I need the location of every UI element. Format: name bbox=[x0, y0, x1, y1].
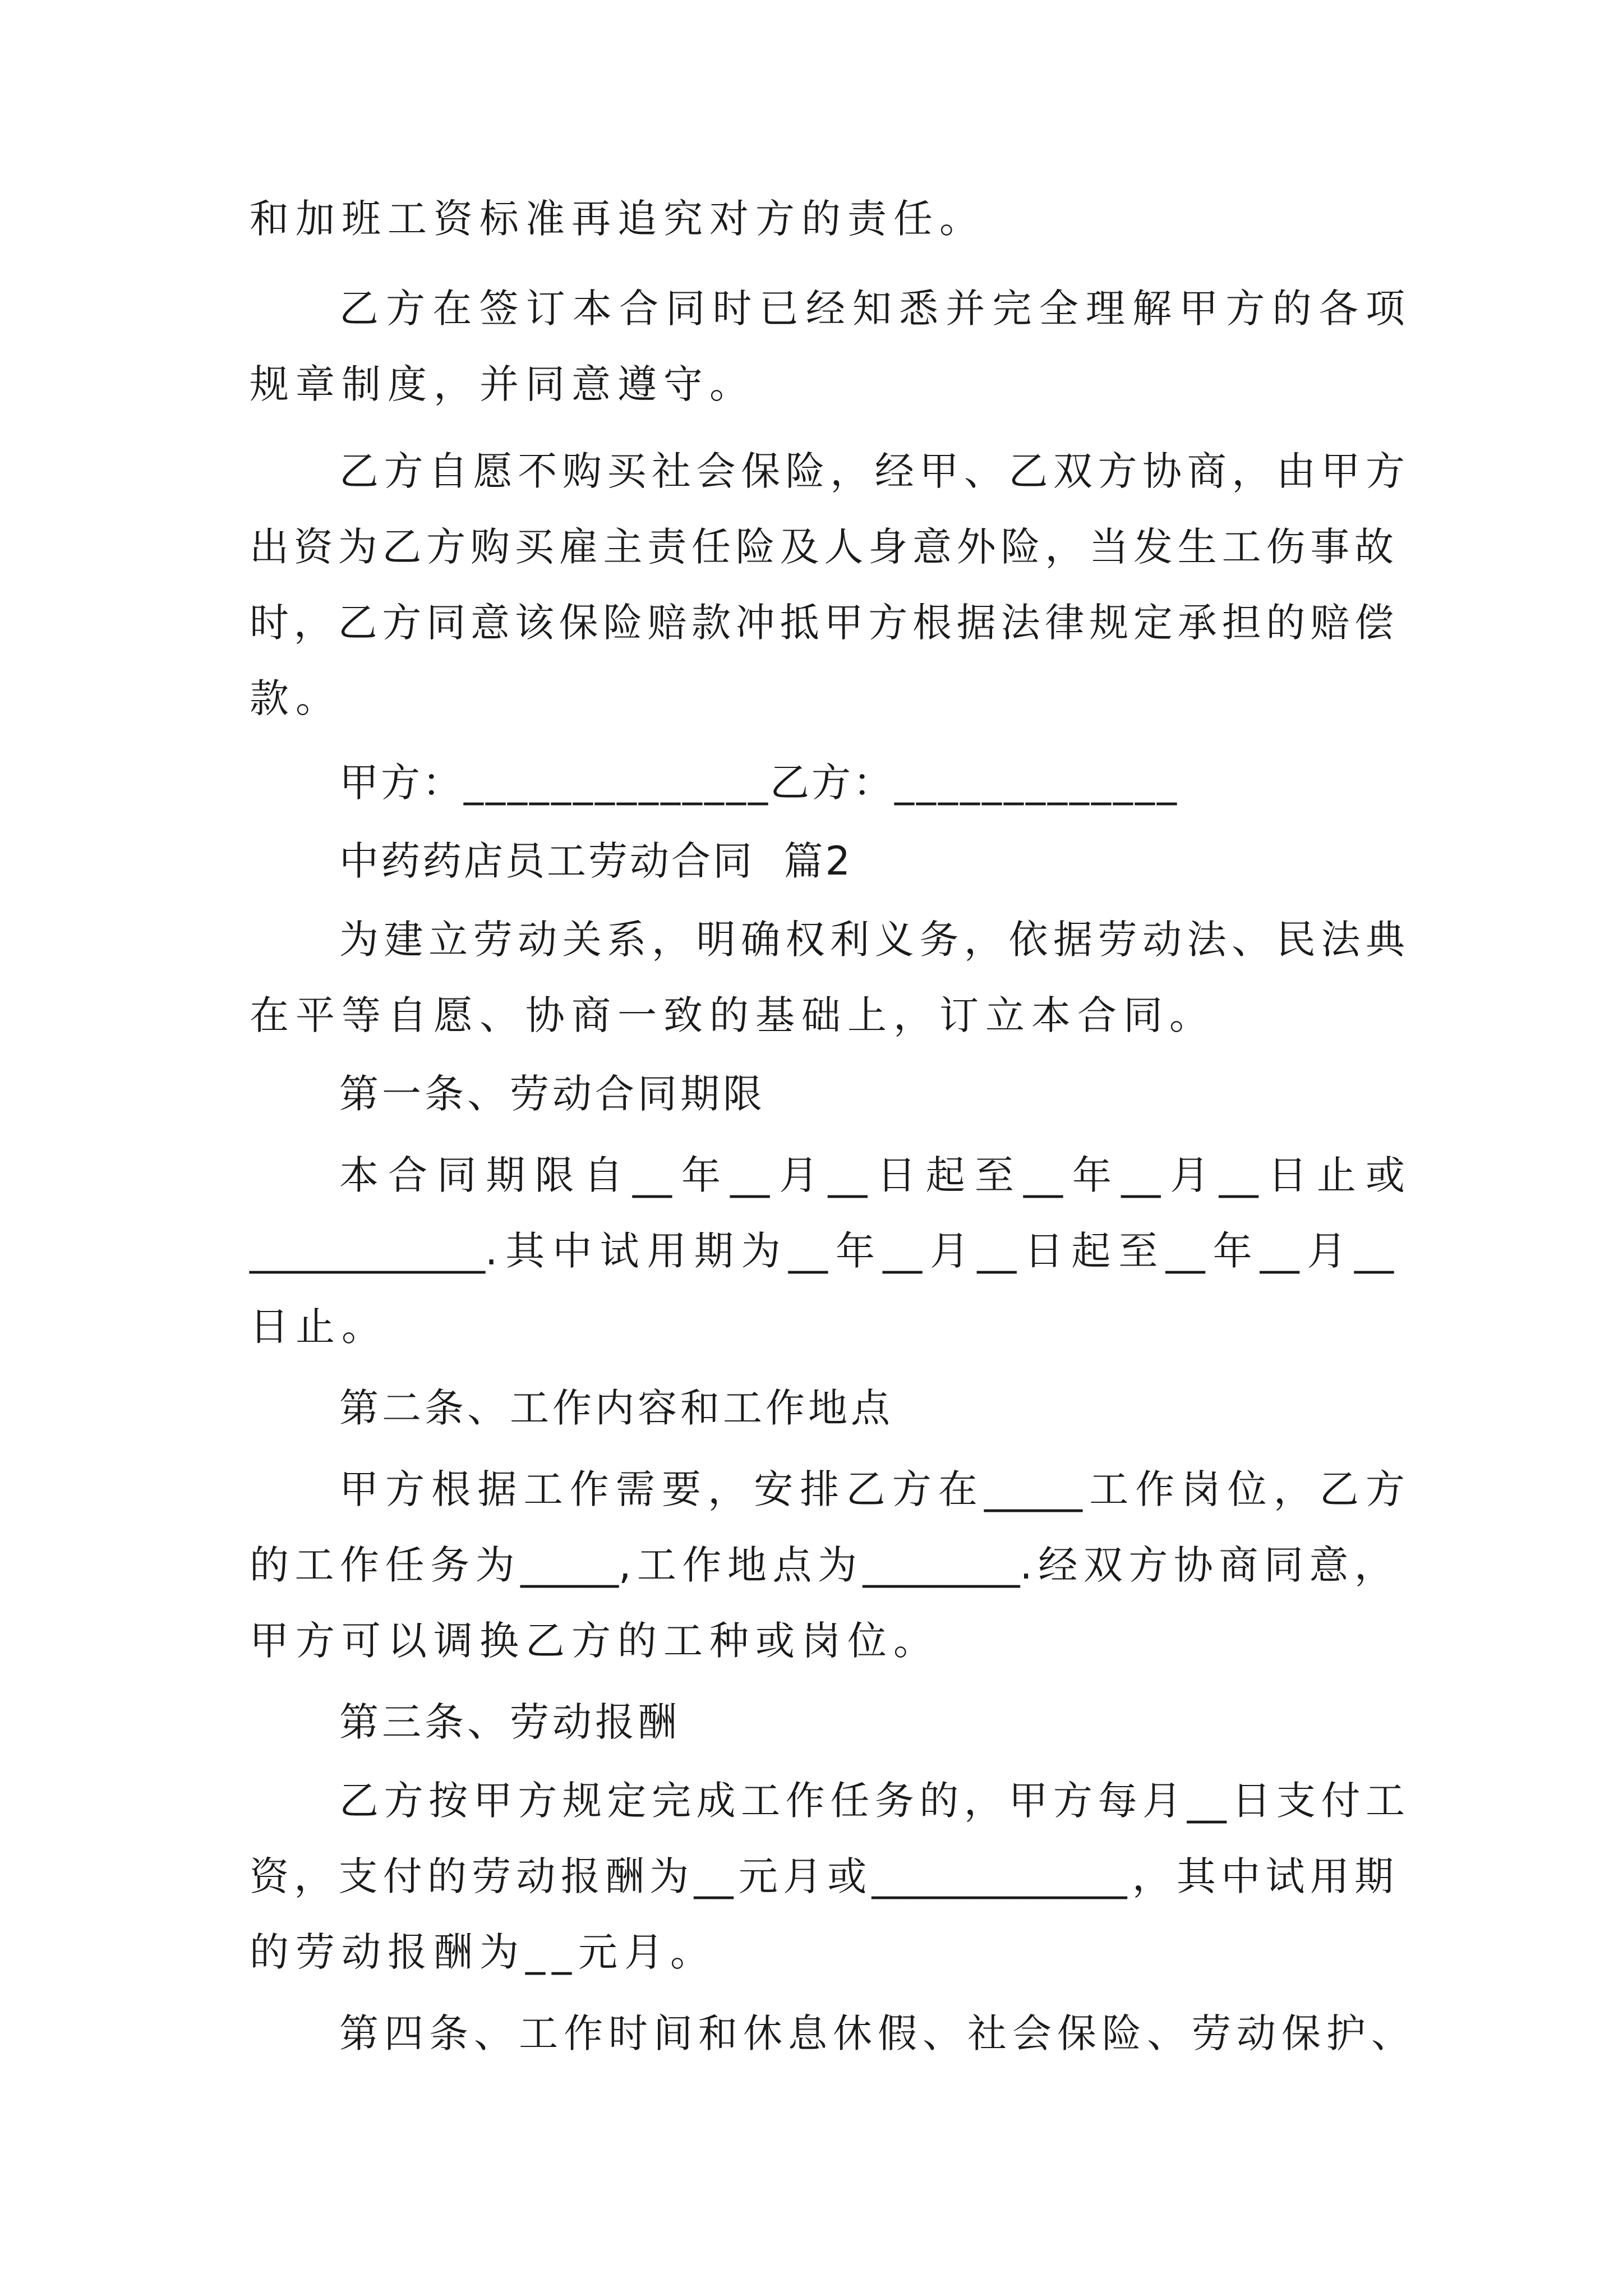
paragraph-line: ____________.其中试用期为__年__月__日起至__年__月__ bbox=[250, 1228, 1394, 1274]
article-heading: 第三条、劳动报酬 bbox=[339, 1699, 680, 1745]
signature-line: 甲方：______________乙方：_____________ bbox=[339, 760, 1179, 806]
paragraph-line: 规章制度，并同意遵守。 bbox=[250, 361, 755, 407]
paragraph-line: 甲方可以调换乙方的工种或岗位。 bbox=[250, 1618, 939, 1664]
paragraph-line: 的工作任务为_____,工作地点为________.经双方协商同意， bbox=[250, 1542, 1394, 1588]
paragraph-line: 日止。 bbox=[250, 1304, 388, 1350]
paragraph-line: 甲方根据工作需要，安排乙方在_____工作岗位，乙方 bbox=[339, 1466, 1405, 1512]
paragraph-line: 为建立劳动关系，明确权利义务，依据劳动法、民法典 bbox=[339, 917, 1405, 963]
article-heading: 第二条、工作内容和工作地点 bbox=[339, 1385, 893, 1431]
paragraph-line: 乙方自愿不购买社会保险，经甲、乙双方协商，由甲方 bbox=[339, 448, 1405, 494]
paragraph-line: 款。 bbox=[250, 675, 342, 721]
paragraph-line: 的劳动报酬为__元月。 bbox=[250, 1929, 716, 1975]
article-heading: 第一条、劳动合同期限 bbox=[339, 1071, 766, 1117]
paragraph-line: 和加班工资标准再追究对方的责任。 bbox=[250, 196, 985, 242]
paragraph-line: 时，乙方同意该保险赔款冲抵甲方根据法律规定承担的赔偿 bbox=[250, 600, 1394, 646]
paragraph-line: 出资为乙方购买雇主责任险及人身意外险，当发生工伤事故 bbox=[250, 524, 1394, 570]
article-heading: 第四条、工作时间和休息休假、社会保险、劳动保护、 bbox=[339, 2010, 1410, 2056]
paragraph-line: 本合同期限自__年__月__日起至__年__月__日止或 bbox=[339, 1152, 1405, 1198]
paragraph-line: 乙方按甲方规定完成工作任务的，甲方每月__日支付工 bbox=[339, 1778, 1405, 1824]
paragraph-line: 在平等自愿、协商一致的基础上，订立本合同。 bbox=[250, 992, 1215, 1038]
section-title: 中药药店员工劳动合同 篇2 bbox=[339, 838, 853, 884]
paragraph-line: 乙方在签订本合同时已经知悉并完全理解甲方的各项 bbox=[339, 286, 1405, 332]
paragraph-line: 资，支付的劳动报酬为__元月或_____________，其中试用期 bbox=[250, 1853, 1394, 1899]
